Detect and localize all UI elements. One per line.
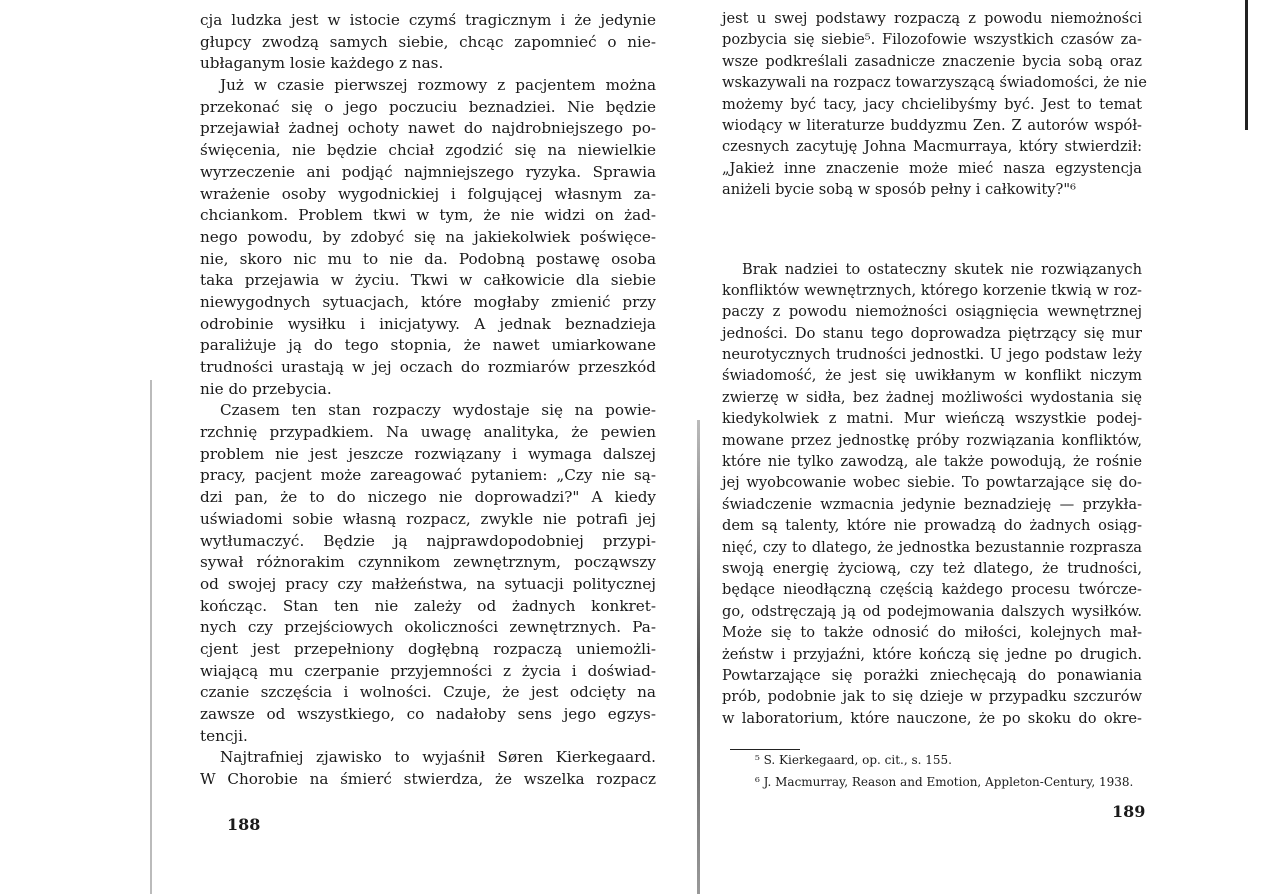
text-line: nego powodu, by zdobyć się na jakiekolwiek poświęce- xyxy=(200,227,656,246)
text-line: go, odstręczają ją od podejmowania dalszych wysiłków. xyxy=(722,602,1142,620)
text-line: niewygodnych sytuacjach, które mogłaby zmienić przy xyxy=(200,292,656,311)
left-page-body xyxy=(200,10,656,791)
text-line: wskazywali na rozpacz towarzyszącą świadomości, że nie xyxy=(722,74,1147,92)
text-line: możemy być tacy, jacy chcielibyśmy być. Jest to temat xyxy=(722,95,1142,113)
text-line: odrobinie wysiłku i inicjatywy. A jednak beznadzieja xyxy=(200,314,656,333)
text-line: pracy, pacjent może zareagować pytaniem: „Czy nie są- xyxy=(200,466,656,485)
text-line: paczy z powodu niemożności osiągnięcia wewnętrznej xyxy=(722,303,1142,321)
text-line: dzi pan, że to do niczego nie doprowadzi?" A kiedy xyxy=(200,488,656,507)
text-line: Może się to także odnosić do miłości, kolejnych mał- xyxy=(722,624,1142,642)
text-line: pozbycia się siebie⁵. Filozofowie wszystkich czasów za- xyxy=(722,31,1142,49)
page-edge-shadow xyxy=(150,380,152,894)
text-line: chciankom. Problem tkwi w tym, że nie widzi on żad- xyxy=(200,206,656,225)
footnote-rule xyxy=(730,749,800,750)
text-line: świadomość, że jest się uwikłanym w konflikt niczym xyxy=(722,367,1142,385)
text-line: problem nie jest jeszcze rozwiązany i wymaga dalszej xyxy=(200,444,656,463)
text-line: wiającą mu czerpanie przyjemności z życia i doświad- xyxy=(200,661,656,680)
text-line: czanie szczęścia i wolności. Czuje, że jest odcięty na xyxy=(200,683,656,702)
paragraph-gap xyxy=(722,201,1142,259)
text-line: jest u swej podstawy rozpaczą z powodu niemożności xyxy=(722,10,1142,27)
text-line: przejawiał żadnej ochoty nawet do najdrobniejszego po- xyxy=(200,119,656,138)
text-line: taka przejawia w życiu. Tkwi w całkowicie dla siebie xyxy=(200,271,656,290)
text-line: prób, podobnie jak to się dzieje w przypadku szczurów xyxy=(722,688,1142,706)
text-line: przekonać się o jego poczuciu beznadziei. Nie będzie xyxy=(200,97,656,116)
text-line: Już w czasie pierwszej rozmowy z pacjentem można xyxy=(220,76,656,95)
text-line: W Chorobie na śmierć stwierdza, że wszelka rozpacz xyxy=(200,770,656,789)
text-line: będące nieodłączną częścią każdego procesu twórcze- xyxy=(722,581,1142,599)
text-line: sywał różnorakim czynnikom zewnętrznym, począwszy xyxy=(200,553,656,572)
footnote-6: ⁶ J. Macmurray, Reason and Emotion, Appleton-Century, 1938. xyxy=(755,775,1134,789)
text-line: kończąc. Stan ten nie zależy od żadnych konkret- xyxy=(200,596,656,615)
text-line: wrażenie osoby wygodnickiej i folgującej własnym za- xyxy=(200,184,656,203)
text-line: aniżeli bycie sobą w sposób pełny i całkowity?"⁶ xyxy=(722,181,1076,199)
text-line: paraliżuje ją do tego stopnia, że nawet umiarkowane xyxy=(200,336,656,355)
text-line: wytłumaczyć. Będzie ją najprawdopodobniej przypi- xyxy=(200,531,656,550)
text-line: od swojej pracy czy małżeństwa, na sytuacji politycznej xyxy=(200,574,656,593)
book-gutter xyxy=(697,420,700,894)
text-line: „Jakież inne znaczenie może mieć nasza egzystencja xyxy=(722,159,1142,177)
text-line: konfliktów wewnętrznych, którego korzenie tkwią w roz- xyxy=(722,281,1142,299)
text-line: cjent jest przepełniony dogłębną rozpaczą uniemożli- xyxy=(200,639,656,658)
text-line: wsze podkreślali zasadnicze znaczenie bycia sobą oraz xyxy=(722,52,1142,70)
text-line: święcenia, nie będzie chciał zgodzić się na niewielkie xyxy=(200,141,656,160)
text-line: rzchnię przypadkiem. Na uwagę analityka, że pewien xyxy=(200,423,656,442)
text-line: nie do przebycia. xyxy=(200,379,332,398)
text-line: Najtrafniej zjawisko to wyjaśnił Søren Kierkegaard. xyxy=(220,748,656,767)
text-line: nie, skoro nic mu to nie da. Podobną postawę osoba xyxy=(200,249,656,268)
text-line: w laboratorium, które nauczone, że po skoku do okre- xyxy=(722,709,1142,727)
text-line: jedności. Do stanu tego doprowadza piętrzący się mur xyxy=(722,324,1142,342)
text-line: zwierzę w sidła, bez żadnej możliwości wydostania się xyxy=(722,388,1142,406)
text-line: głupcy zwodzą samych siebie, chcąc zapomnieć o nie- xyxy=(200,32,656,51)
text-line: uświadomi sobie własną rozpacz, zwykle nie potrafi jej xyxy=(200,509,656,528)
left-page-number: 188 xyxy=(227,815,261,834)
text-line: wyrzeczenie ani podjąć najmniejszego ryzyka. Sprawia xyxy=(200,162,656,181)
text-line: ubłaganym losie każdego z nas. xyxy=(200,54,444,73)
footnote-5: ⁵ S. Kierkegaard, op. cit., s. 155. xyxy=(755,753,952,767)
text-line: Brak nadziei to ostateczny skutek nie rozwiązanych xyxy=(742,260,1142,278)
text-line: tencji. xyxy=(200,726,248,745)
text-line: wiodący w literaturze buddyzmu Zen. Z autorów współ- xyxy=(722,116,1142,134)
text-line: kiedykolwiek z matni. Mur wieńczą wszystkie podej- xyxy=(722,410,1142,428)
text-line: jej wyobcowanie wobec siebie. To powtarzające się do- xyxy=(722,474,1142,492)
text-line: trudności urastają w jej oczach do rozmiarów przeszkód xyxy=(200,358,656,376)
text-line: świadczenie wzmacnia jedynie beznadzieję — przykła- xyxy=(722,495,1142,513)
text-line: nięć, czy to dlatego, że jednostka bezustannie rozprasza xyxy=(722,538,1142,556)
right-page-number: 189 xyxy=(1112,802,1146,821)
text-line: neurotycznych trudności jednostki. U jego podstaw leży xyxy=(722,346,1142,364)
text-line: zawsze od wszystkiego, co nadałoby sens jego egzys- xyxy=(200,705,656,723)
text-line: mowane przez jednostkę próby rozwiązania konfliktów, xyxy=(722,431,1142,449)
text-line: cja ludzka jest w istocie czymś tragicznym i że jedynie xyxy=(200,11,656,29)
text-line: Powtarzające się porażki zniechęcają do ponawiania xyxy=(722,666,1142,684)
text-line: swoją energię życiową, czy też dlatego, że trudności, xyxy=(722,559,1142,577)
page-edge-line xyxy=(1245,0,1248,130)
text-line: czesnych zacytuję Johna Macmurraya, który stwierdził: xyxy=(722,138,1142,156)
text-line: Czasem ten stan rozpaczy wydostaje się na powie- xyxy=(220,401,656,420)
text-line: dem są talenty, które nie prowadzą do żadnych osiąg- xyxy=(722,517,1142,535)
text-line: które nie tylko zawodzą, ale także powodują, że rośnie xyxy=(722,453,1142,471)
text-line: żeństw i przyjaźni, które kończą się jedne po drugich. xyxy=(722,645,1142,663)
right-page-body xyxy=(722,8,1147,729)
text-line: nych czy przejściowych okoliczności zewnętrznych. Pa- xyxy=(200,618,656,637)
